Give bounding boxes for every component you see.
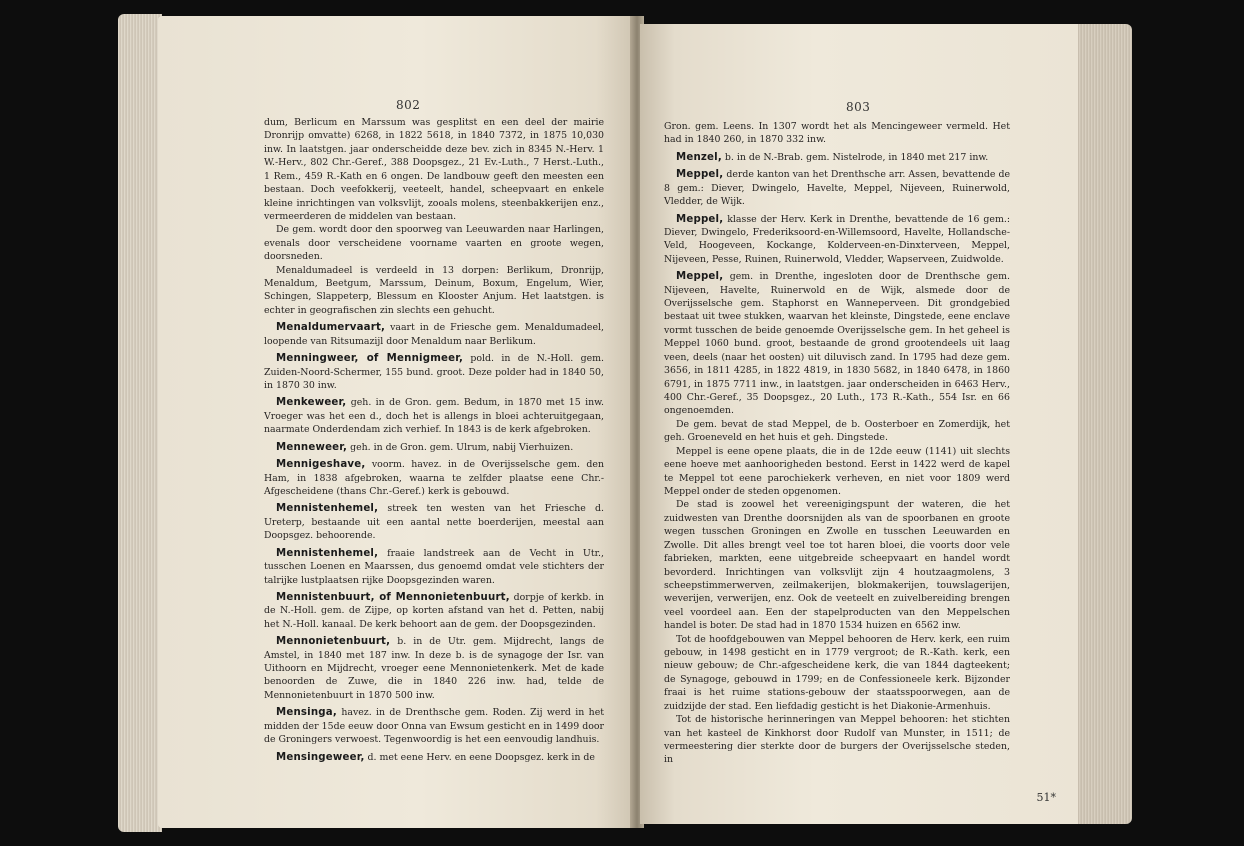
dictionary-entry: [264, 441, 604, 454]
entry-body: d. met eene Herv. en eene Doopsgez. kerk in de: [367, 751, 595, 763]
entry-headword: Menkeweer,: [276, 397, 347, 409]
entry-paragraph: [264, 396, 604, 436]
entry-paragraph: Tot de historische herinneringen van Meppel behooren: het stichten van het kasteel de Kinkhorst door Rudolf van Munster, in 1511; de vermeestering dier sterkte door de burgers der Overijsselsche steden, in: [664, 714, 1010, 766]
entry-headword: Meppel,: [676, 213, 724, 225]
left-page: [158, 16, 634, 828]
entry-body: vaart in de Friesche gem. Menaldumadeel, loopende van Ritsumazijl door Menaldum naar Berlikum.: [264, 322, 604, 347]
entry-body: pold. in de N.-Holl. gem. Zuiden-Noord-Schermer, 155 bund. groot. Deze polder had in 1840 50, in 1870 30 inw.: [264, 353, 604, 392]
dictionary-entry: [264, 751, 604, 764]
entry-headword: Mensinga,: [276, 707, 337, 719]
right-page: [640, 24, 1078, 824]
entry-headword: Meppel,: [676, 169, 724, 181]
dictionary-entry: [664, 168, 1010, 208]
entry-paragraph: De gem. wordt door den spoorweg van Leeuwarden naar Harlingen, evenals door verscheidene voorname vaarten en groote wegen, doorsneden.: [264, 224, 604, 263]
dictionary-entry: [664, 270, 1010, 767]
dictionary-entry: [264, 458, 604, 498]
entry-headword: Menneweer,: [276, 441, 348, 453]
entry-body: havez. in de Drenthsche gem. Roden. Zij werd in het midden der 15de eeuw door Onna van Ewsum gesticht en in 1499 door de Groningers verwoest. Tegenwoordig is het een eenvoudig landhuis.: [264, 707, 605, 746]
entry-headword: Meppel,: [676, 271, 724, 283]
page-number: 803: [846, 100, 871, 114]
entry-paragraph: Tot de hoofdgebouwen van Meppel behooren de Herv. kerk, een ruim gebouw, in 1498 gesticht en in 1779 vergroot; de R.-Kath. kerk, een nieuw gebouw; de Chr.-afgescheidene kerk, die van 1844 dagteekent; de Synagoge, gebouwd in 1799; en de Confessioneele kerk. Bijzonder fraai is het ruime stations-gebouw der staatsspoorwegen, aan de zuidzijde der stad. Een liefdadig gesticht is het Diakonie-Armenhuis.: [664, 633, 1010, 712]
page-number: 802: [396, 98, 421, 112]
entry-paragraph: [264, 706, 604, 746]
entry-body: b. in de N.-Brab. gem. Nistelrode, in 1840 met 217 inw.: [724, 151, 989, 163]
entry-paragraph: [264, 321, 604, 348]
dictionary-entry: [264, 396, 604, 436]
entry-paragraph: [264, 441, 604, 454]
entry-paragraph: [264, 547, 604, 587]
entry-body: dum, Berlicum en Marssum was gesplitst en een deel der mairie Dronrijp omvatte) 6268, in 1822 5618, in 1840 7372, in 1875 10,030 inw. In laatstgen. jaar onderscheidde deze bev. zich in 8345 N.-Herv. 1 W.-Herv., 802 Chr.-Geref., 388 Doopsgez., 21 Ev.-Luth., 7 Herst.-Luth., 1 Rem., 459 R.-Kath en 6 ongen. De landbouw geeft den meesten een bestaan. Doch veefokkerij, veeteelt, handel, scheepvaart en enkele kleine inrichtingen van volksvlijt, zooals molens, steenbakkerijen enz., vermeerderen de middelen van bestaan.: [264, 117, 604, 222]
page-edges-left: [118, 14, 162, 832]
entry-paragraph: Meppel is eene opene plaats, die in de 12de eeuw (1141) uit slechts eene hoeve met aanhoorigheden bestond. Eerst in 1422 werd de kapel te Meppel tot eene parochiekerk verheven, en niet voor 1809 werd Meppel onder de steden opgenomen.: [664, 445, 1010, 497]
entry-body: Gron. gem. Leens. In 1307 wordt het als Mencingeweer vermeld. Het had in 1840 260, in 1870 332 inw.: [664, 121, 1010, 146]
entry-paragraph: De gem. bevat de stad Meppel, de b. Oosterboer en Zomerdijk, het geh. Groeneveld en het huis et geh. Dingstede.: [664, 418, 1010, 444]
page-edges-right: [1076, 24, 1132, 824]
entry-paragraph: [664, 168, 1010, 208]
entry-headword: Menzel,: [676, 151, 722, 163]
dictionary-entry: [264, 502, 604, 542]
entry-headword: Mennonietenbuurt,: [276, 636, 391, 648]
dictionary-entry: [664, 120, 1010, 147]
dictionary-entry: [264, 635, 604, 702]
entry-body: derde kanton van het Drenthsche arr. Assen, bevattende de 8 gem.: Diever, Dwingelo, Havelte, Meppel, Nijeveen, Ruinerwold, Vledder, de Wijk.: [664, 169, 1011, 208]
page-text: [264, 116, 604, 768]
entry-paragraph: [264, 458, 604, 498]
entry-headword: Mensingeweer,: [276, 751, 365, 763]
entry-headword: Mennistenhemel,: [276, 503, 379, 515]
dictionary-entry: [664, 151, 1010, 164]
entry-body: b. in de Utr. gem. Mijdrecht, langs de Amstel, in 1840 met 187 inw. In deze b. is de synagoge der Isr. van Uithoorn en Mijdrecht, vroeger eene Mennonietenkerk. Met de kade benoorden de Zuwe, die in 1840 226 inw. had, telde de Mennonietenbuurt in 1870 500 inw.: [264, 636, 604, 701]
dictionary-entry: [264, 352, 604, 392]
entry-paragraph: [664, 270, 1010, 418]
page-text: [664, 120, 1010, 771]
dictionary-entry: [264, 591, 604, 631]
entry-paragraph: [664, 213, 1010, 267]
entry-body: geh. in de Gron. gem. Ulrum, nabij Vierhuizen.: [350, 441, 574, 453]
entry-body: klasse der Herv. Kerk in Drenthe, bevattende de 16 gem.: Diever, Dwingelo, Frederiksoord-en-Willemsoord, Havelte, Hollandsche-Veld, Hoogeveen, Kockange, Kolderveen-en-Dinxterveen, Meppel, Nijeveen, Pesse, Ruinen, Ruinerwold, Vledder, Wapserveen, Zuidwolde.: [664, 213, 1010, 265]
entry-headword: Menaldumervaart,: [276, 322, 386, 334]
dictionary-entry: [264, 321, 604, 348]
dictionary-entry: [264, 706, 604, 746]
dictionary-entry: [264, 116, 604, 317]
entry-headword: Menningweer, of Mennigmeer,: [276, 353, 464, 365]
entry-paragraph: [664, 151, 1010, 164]
entry-paragraph: [264, 635, 604, 702]
entry-paragraph: [264, 116, 604, 223]
entry-headword: Mennistenhemel,: [276, 547, 379, 559]
entry-body: geh. in de Gron. gem. Bedum, in 1870 met 15 inw. Vroeger was het een d., doch het is allengs in bloei achteruitgegaan, naarmate Onderdendam zich verhief. In 1843 is de kerk afgebroken.: [264, 397, 605, 436]
entry-body: gem. in Drenthe, ingesloten door de Drenthsche gem. Nijeveen, Havelte, Ruinerwold en de Wijk, alsmede door de Overijsselsche gem. Staphorst en Wanneperveen. Dit grondgebied bestaat uit twee stukken, waarvan het kleinste, Dingstede, eene enclave vormt tusschen de beide genoemde Overijsselsche gem. In het geheel is Meppel 1060 bund. groot, bestaande de grond grootendeels uit laag veen, deels (naar het oosten) uit diluvisch zand. In 1795 had deze gem. 3656, in 1811 4285, in 1822 4819, in 1830 5682, in 1840 6478, in 1860 6791, in 1875 7711 inw., in laatstgen. jaar onderscheiden in 6463 Herv., 400 Chr.-Geref., 35 Doopsgez., 20 Luth., 173 R.-Kath., 554 Isr. en 66 ongenoemden.: [664, 271, 1011, 417]
entry-paragraph: [264, 751, 604, 764]
entry-paragraph: [264, 502, 604, 542]
entry-paragraph: [664, 120, 1010, 147]
entry-paragraph: [264, 352, 604, 392]
entry-headword: Mennistenbuurt, of Mennonietenbuurt,: [276, 591, 510, 603]
dictionary-entry: [264, 547, 604, 587]
entry-headword: Mennigeshave,: [276, 459, 366, 471]
entry-body: dorpje of kerkb. in de N.-Holl. gem. de Zijpe, op korten afstand van het d. Petten, nabij het N.-Holl. kanaal. De kerk behoort aan de gem. der Doopsgezinden.: [264, 591, 605, 630]
signature-mark: 51*: [1036, 791, 1056, 804]
entry-body: voorm. havez. in de Overijsselsche gem. den Ham, in 1838 afgebroken, waarna te zelfder plaatse eene Chr.-Afgescheidene (thans Chr.-Geref.) kerk is gebouwd.: [264, 459, 604, 497]
entry-body: fraaie landstreek aan de Vecht in Utr., tusschen Loenen en Maarssen, dus genoemd omdat vele stichters der talrijke lustplaatsen rijke Doopsgezinden waren.: [264, 547, 605, 586]
entry-paragraph: De stad is zoowel het vereenigingspunt der wateren, die het zuidwesten van Drenthe doorsnijden als van de spoorbanen en groote wegen tusschen Groningen en Zwolle en tusschen Leeuwarden en Zwolle. Dit alles brengt veel toe tot haren bloei, die voorts door vele fabrieken, markten, eene uitgebreide scheepvaart en handel wordt bevorderd. Inrichtingen van volksvlijt zijn 4 houtzaagmolens, 3 scheepstimmerwerven, zeilmakerijen, blokmakerijen, touwslagerijen, weverijen, verwerijen, enz. Ook de veeteelt en zuivelbereiding brengen veel voordeel aan. Een der stapelproducten van den Meppelschen handel is boter. De stad had in 1870 1534 huizen en 6562 inw.: [664, 499, 1010, 632]
entry-paragraph: Menaldumadeel is verdeeld in 13 dorpen: Berlikum, Dronrijp, Menaldum, Beetgum, Marssum, Deinum, Boxum, Engelum, Wier, Schingen, Slappeterp, Blessum en Klooster Anjum. Het laatstgen. is echter in geografischen zin slechts een gehucht.: [264, 264, 604, 316]
dictionary-entry: [664, 213, 1010, 267]
entry-body: streek ten westen van het Friesche d. Ureterp, bestaande uit een aantal nette boerderijen, meestal aan Doopsgez. behoorende.: [264, 503, 605, 542]
entry-paragraph: [264, 591, 604, 631]
